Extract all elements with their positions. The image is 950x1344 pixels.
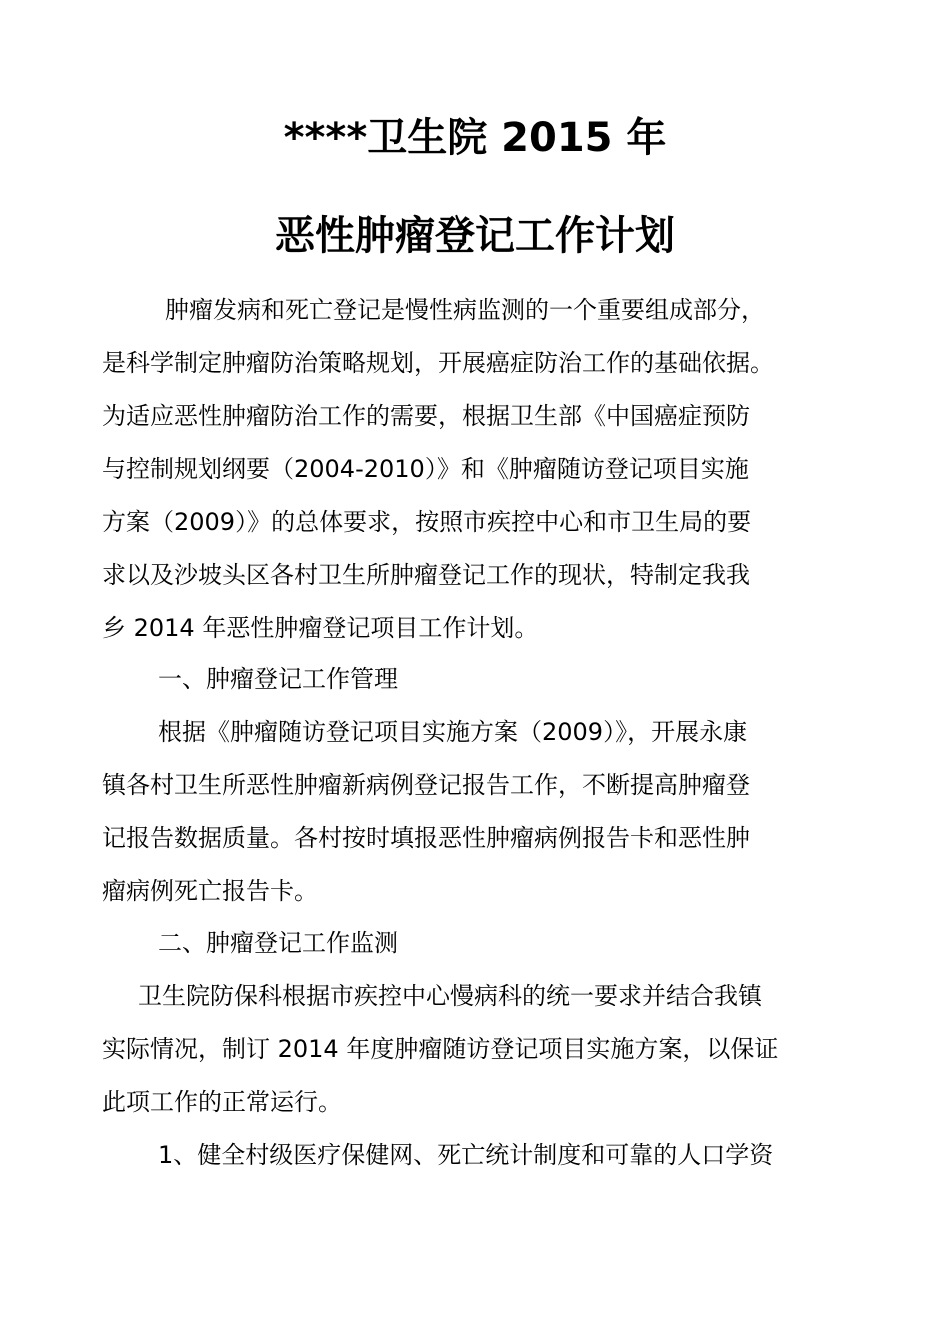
paragraph-line: 瘤病例死亡报告卡。 xyxy=(102,877,318,905)
paragraph-line: 为适应恶性肿瘤防治工作的需要，根据卫生部《中国癌症预防 xyxy=(102,402,750,430)
paragraph-line: 此项工作的正常运行。 xyxy=(102,1088,342,1116)
paragraph-line: 镇各村卫生所恶性肿瘤新病例登记报告工作，不断提高肿瘤登 xyxy=(102,771,750,799)
document-title-line-1: ****卫生院 2015 年 xyxy=(283,115,667,161)
list-item: 1、健全村级医疗保健网、死亡统计制度和可靠的人口学资 xyxy=(158,1141,774,1169)
paragraph-line: 求以及沙坡头区各村卫生所肿瘤登记工作的现状，特制定我我 xyxy=(102,561,750,589)
section-heading: 一、肿瘤登记工作管理 xyxy=(158,665,398,693)
paragraph-line: 方案（2009）》的总体要求，按照市疾控中心和市卫生局的要 xyxy=(102,508,752,536)
paragraph-line: 卫生院防保科根据市疾控中心慢病科的统一要求并结合我镇 xyxy=(138,982,762,1010)
paragraph-line: 与控制规划纲要（2004-2010）》和《肿瘤随访登记项目实施 xyxy=(102,455,749,483)
paragraph-line: 记报告数据质量。各村按时填报恶性肿瘤病例报告卡和恶性肿 xyxy=(102,824,750,852)
paragraph-line: 乡 2014 年恶性肿瘤登记项目工作计划。 xyxy=(102,614,539,642)
section-heading: 二、肿瘤登记工作监测 xyxy=(158,929,398,957)
paragraph-line: 根据《肿瘤随访登记项目实施方案（2009）》，开展永康 xyxy=(158,718,748,746)
paragraph-line: 肿瘤发病和死亡登记是慢性病监测的一个重要组成部分， xyxy=(165,296,765,324)
document-title-line-2: 恶性肿瘤登记工作计划 xyxy=(275,213,675,259)
paragraph-line: 是科学制定肿瘤防治策略规划，开展癌症防治工作的基础依据。 xyxy=(102,349,774,377)
paragraph-line: 实际情况，制订 2014 年度肿瘤随访登记项目实施方案，以保证 xyxy=(102,1035,779,1063)
